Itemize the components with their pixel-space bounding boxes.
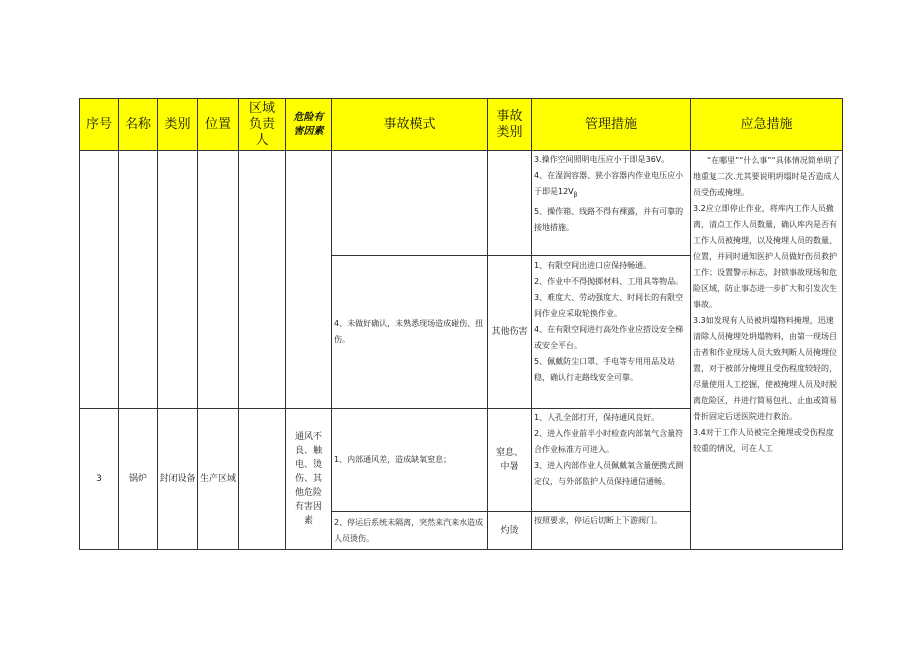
row-top-name-cell — [118, 150, 158, 409]
header-hazard-label: 危险有害因素 — [293, 111, 324, 137]
header-accident-mode-label: 事故模式 — [383, 116, 436, 132]
header-emergency-label: 应急措施 — [740, 116, 793, 132]
row2-management-cell — [531, 255, 691, 409]
header-name — [118, 98, 158, 151]
row2-management-line: 5、佩戴防尘口罩、手电等专用用品及站稳，确认行走路线安全可靠。 — [534, 357, 676, 382]
emergency-paragraph: 3.4对于工作人员被完全掩埋或受伤程度较重的情况，可在人工 — [693, 428, 834, 453]
header-accident-type — [487, 98, 532, 151]
row3-management-line: 1、人孔全部打开，保持通风良好。 — [534, 413, 660, 422]
row3-seq: 3 — [96, 474, 102, 484]
row1-management-subscript: β — [573, 191, 578, 199]
row2-management-line: 4、在有限空间进行高处作业应搭设安全梯或安全平台。 — [534, 325, 684, 350]
row-top-seq-cell — [79, 150, 119, 409]
row4-accident-type: 灼烫 — [500, 525, 519, 536]
header-emergency — [690, 98, 843, 151]
row3-hazard: 通风不良、触电、烫伤、其他危险有害因素 — [294, 432, 322, 526]
row-top-category-cell — [157, 150, 198, 409]
row3-accident-type-cell — [487, 408, 532, 512]
row4-management: 按照要求，停运后切断上下游阀门。 — [534, 516, 662, 525]
row3-accident-mode: 1、内部通风差，造成缺氧窒息； — [334, 455, 452, 464]
row2-accident-type: 其他伤害 — [491, 327, 528, 337]
header-management — [531, 98, 691, 151]
row2-management-line: 1、有限空间出进口应保持畅通。 — [534, 261, 652, 270]
row4-accident-mode-cell — [331, 511, 488, 550]
row3-location-cell — [197, 408, 239, 550]
row3-name: 锅炉 — [128, 474, 147, 484]
row3-location: 生产区域 — [199, 474, 236, 484]
row1-accident-mode-cell — [331, 150, 488, 256]
emergency-paragraph: “在哪里”“什么事”“具体情况简单明了地重复二次.尤其要说明坍塌时是否造成人员受伤或掩埋。 — [693, 156, 840, 197]
header-accident-mode — [331, 98, 488, 151]
header-category-label: 类别 — [164, 116, 191, 132]
row4-management-cell — [531, 511, 691, 550]
header-category — [157, 98, 198, 151]
header-management-label: 管理措施 — [584, 116, 637, 132]
header-owner — [238, 98, 286, 151]
row2-management-line: 3、难度大、劳动强度大、时间长的有限空间作业应采取轮换作业。 — [534, 293, 684, 318]
row2-accident-mode: 4、未做好确认，未熟悉现场造成碰伤、扭伤。 — [334, 319, 484, 344]
row4-accident-type-cell — [487, 511, 532, 550]
header-seq — [79, 98, 119, 151]
row3-management-line: 2、进入作业前半小时检查内部氧气含量符合作业标准方可进入。 — [534, 429, 684, 454]
emergency-paragraph: 3.2应立即停止作业，将库内工作人员撤离，清点工作人员数量，确认库内是否有工作人员被掩埋，以及掩埋人员的数量、位置，并同时通知医护人员做好伤员救护工作；设置警示标志，封锁事故现场和危险区域，防止事态进一步扩大和引发次生事故。 — [693, 204, 837, 309]
row3-seq-cell — [79, 408, 119, 550]
row1-management-line: 5、操作箱、线路不得有裸露，并有可靠的接地措施。 — [534, 206, 684, 232]
row3-category: 封闭设备 — [159, 474, 196, 484]
row4-accident-mode: 2、停运后系统未隔离，突然来汽来水造成人员烫伤。 — [334, 517, 484, 543]
header-location-label: 位置 — [204, 116, 231, 132]
row2-accident-mode-cell — [331, 255, 488, 409]
emergency-paragraph: 3.3如发现有人员被坍塌物料掩埋，迅速清除人员掩埋处坍塌物料，由第一现场目击者和作业现场人员大致判断人员掩埋位置，对于被部分掩埋且受伤程度较轻的，尽量使用人工挖掘，使被掩埋人员及时脱离危险区，并进行简易包扎、止血或简易骨折固定后送医院进行救治。 — [693, 316, 837, 421]
header-hazard — [285, 98, 332, 151]
row3-name-cell — [118, 408, 158, 550]
header-seq-label: 序号 — [85, 116, 112, 132]
row1-management-line: 3.操作空间照明电压应小于即是36V。 — [534, 155, 670, 164]
row-top-location-cell — [197, 150, 239, 409]
row-top-hazard-cell — [285, 150, 332, 409]
emergency-cell — [690, 150, 843, 550]
row1-accident-type-cell — [487, 150, 532, 256]
header-name-label: 名称 — [124, 116, 151, 132]
row-top-owner-cell — [238, 150, 286, 409]
row3-accident-mode-cell — [331, 408, 488, 512]
row2-accident-type-cell — [487, 255, 532, 409]
row3-management-cell — [531, 408, 691, 512]
row3-hazard-cell — [285, 408, 332, 550]
row1-management-line: 4、在湿润容器、狭小容器内作业电压应小于即是$12V_\beta$ — [534, 171, 684, 199]
row1-management-cell — [531, 150, 691, 256]
header-owner-label: 区域负责人 — [248, 100, 275, 148]
header-location — [197, 98, 239, 151]
header-accident-type-label: 事故类别 — [496, 108, 523, 140]
row3-category-cell — [157, 408, 198, 550]
row3-management-line: 3、进入内部作业人员佩戴氧含量便携式测定仪，与外部监护人员保持通信通畅。 — [534, 461, 684, 486]
row2-management-line: 2、作业中不得抛掷材料、工用具等物品。 — [534, 277, 684, 286]
row3-accident-type: 窒息、中暑 — [495, 448, 523, 472]
row3-owner-cell — [238, 408, 286, 550]
